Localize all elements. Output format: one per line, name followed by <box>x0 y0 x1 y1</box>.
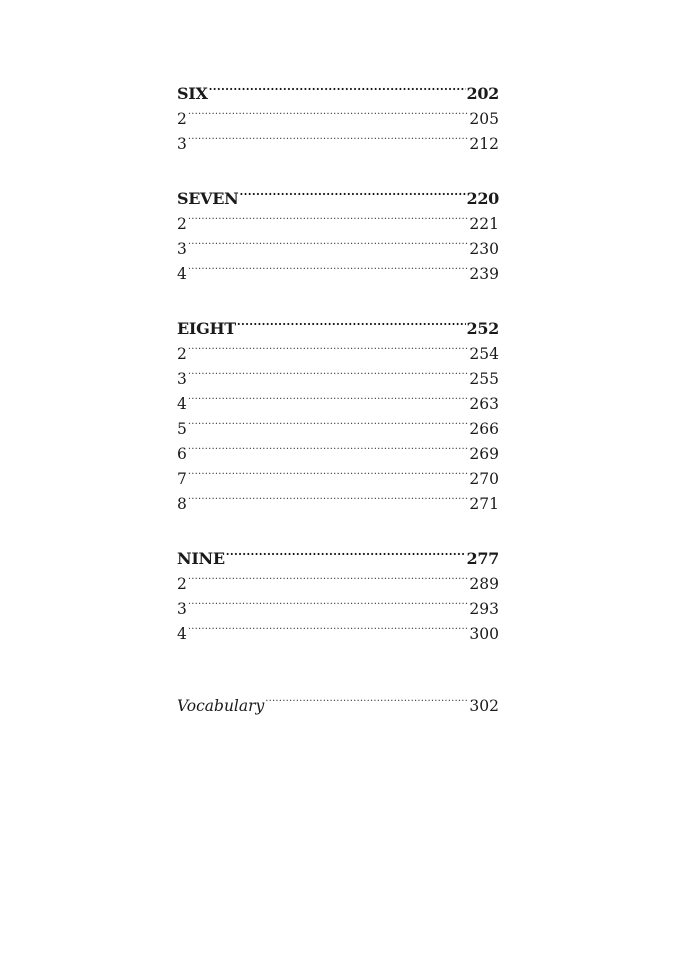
entry-label: 4 <box>177 625 187 643</box>
entry-page-number: 289 <box>469 575 499 593</box>
dot-leader <box>188 459 469 484</box>
dot-leader <box>188 484 469 509</box>
toc-entry[interactable] <box>177 124 499 153</box>
entry-page-number: 300 <box>469 625 499 643</box>
toc-entry[interactable] <box>177 204 499 233</box>
dot-leader <box>188 359 469 384</box>
entry-page-number: 263 <box>469 395 499 413</box>
toc-entry[interactable] <box>177 484 499 513</box>
entry-label: 8 <box>177 495 187 513</box>
entry-label: 2 <box>177 575 187 593</box>
entry-label: 3 <box>177 135 187 153</box>
toc-entry[interactable] <box>177 434 499 463</box>
entry-page-number: 254 <box>469 345 499 363</box>
chapter-title: EIGHT <box>177 319 236 338</box>
entry-label: 4 <box>177 265 187 283</box>
chapter-page-number: 277 <box>466 549 499 568</box>
chapter-page-number: 252 <box>466 319 499 338</box>
entry-label: 3 <box>177 240 187 258</box>
entry-label: 4 <box>177 395 187 413</box>
dot-leader <box>188 229 469 254</box>
toc-entry[interactable] <box>177 459 499 488</box>
toc-section-eight <box>177 309 499 513</box>
chapter-title: NINE <box>177 549 225 568</box>
entry-page-number: 269 <box>469 445 499 463</box>
dot-leader <box>188 204 469 229</box>
dot-leader <box>188 99 469 124</box>
chapter-title: SIX <box>177 84 208 103</box>
toc-chapter-heading[interactable] <box>177 74 499 103</box>
toc-vocabulary-entry[interactable] <box>177 686 499 715</box>
toc-entry[interactable] <box>177 254 499 283</box>
dot-leader <box>188 409 469 434</box>
toc-entry[interactable] <box>177 384 499 413</box>
dot-leader <box>188 564 469 589</box>
dot-leader <box>265 686 468 711</box>
dot-leader <box>188 589 469 614</box>
entry-page-number: 212 <box>469 135 499 153</box>
entry-page-number: 266 <box>469 420 499 438</box>
toc-entry[interactable] <box>177 359 499 388</box>
entry-label: 2 <box>177 215 187 233</box>
entry-page-number: 293 <box>469 600 499 618</box>
entry-label: 2 <box>177 345 187 363</box>
entry-page-number: 270 <box>469 470 499 488</box>
entry-label: 3 <box>177 600 187 618</box>
toc-section-nine <box>177 539 499 643</box>
dot-leader <box>188 384 469 409</box>
entry-label: 6 <box>177 445 187 463</box>
dot-leader <box>237 309 466 334</box>
toc-chapter-heading[interactable] <box>177 179 499 208</box>
dot-leader <box>226 539 466 564</box>
toc-entry[interactable] <box>177 99 499 128</box>
entry-page-number: 205 <box>469 110 499 128</box>
entry-label: 7 <box>177 470 187 488</box>
toc-vocabulary-section <box>177 686 499 715</box>
chapter-page-number: 202 <box>466 84 499 103</box>
entry-label: 3 <box>177 370 187 388</box>
dot-leader <box>188 614 469 639</box>
toc-entry[interactable] <box>177 564 499 593</box>
entry-page-number: 221 <box>469 215 499 233</box>
entry-label: 2 <box>177 110 187 128</box>
entry-page-number: 230 <box>469 240 499 258</box>
dot-leader <box>209 74 466 99</box>
toc-chapter-heading[interactable] <box>177 309 499 338</box>
toc-entry[interactable] <box>177 409 499 438</box>
chapter-title: SEVEN <box>177 189 239 208</box>
toc-entry[interactable] <box>177 589 499 618</box>
toc-entry[interactable] <box>177 229 499 258</box>
toc-entry[interactable] <box>177 334 499 363</box>
entry-page-number: 271 <box>469 495 499 513</box>
toc-section-six <box>177 74 499 153</box>
dot-leader <box>188 254 469 279</box>
dot-leader <box>188 124 469 149</box>
toc-chapter-heading[interactable] <box>177 539 499 568</box>
toc-entry[interactable] <box>177 614 499 643</box>
toc-section-seven <box>177 179 499 283</box>
vocabulary-label: Vocabulary <box>177 697 265 715</box>
entry-page-number: 239 <box>469 265 499 283</box>
chapter-page-number: 220 <box>466 189 499 208</box>
vocabulary-page-number: 302 <box>469 697 499 715</box>
table-of-contents <box>177 74 499 715</box>
entry-page-number: 255 <box>469 370 499 388</box>
dot-leader <box>240 179 466 204</box>
entry-label: 5 <box>177 420 187 438</box>
dot-leader <box>188 334 469 359</box>
dot-leader <box>188 434 469 459</box>
